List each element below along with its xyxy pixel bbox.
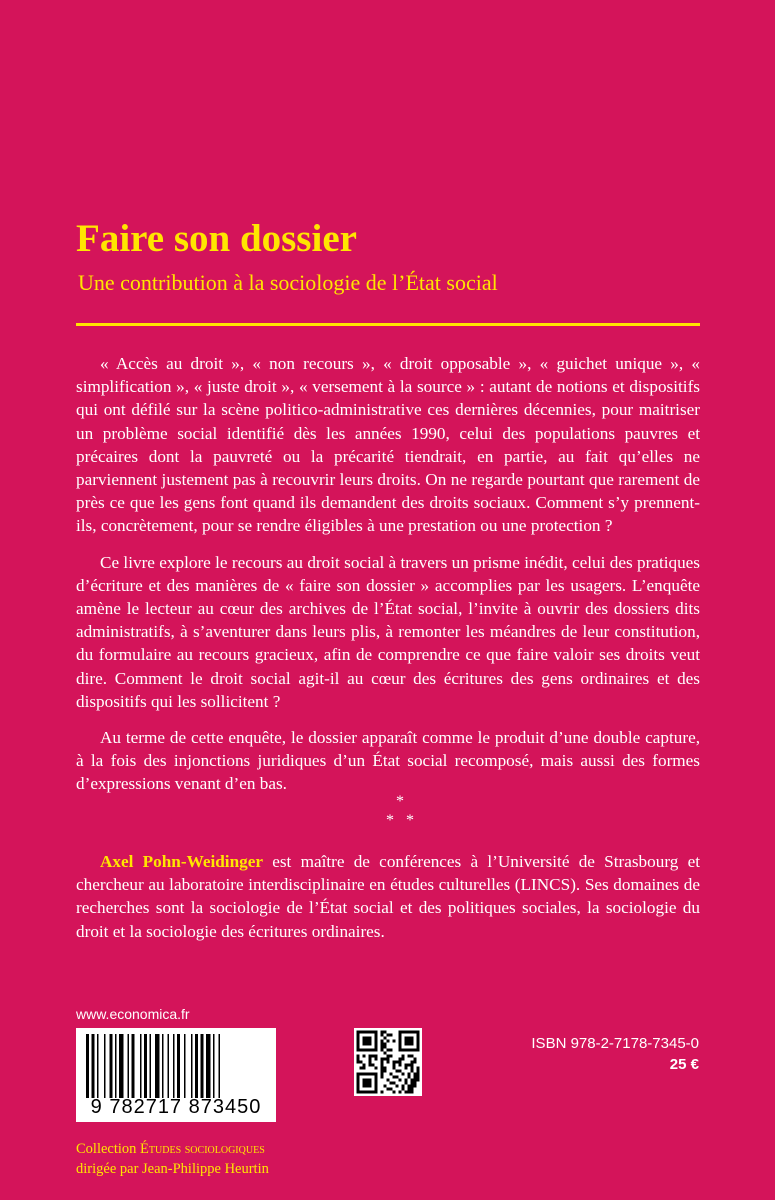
barcode-bar [155,1034,160,1098]
qr-module [363,1091,366,1094]
qr-module [414,1061,417,1064]
qr-module [408,1073,411,1076]
qr-module [369,1055,372,1058]
book-title: Faire son dossier [76,217,357,260]
qr-module [393,1067,396,1070]
qr-module [375,1037,378,1040]
qr-module [357,1091,360,1094]
qr-module [417,1049,420,1052]
qr-module [399,1061,402,1064]
qr-module [399,1079,402,1082]
qr-module [384,1037,387,1040]
qr-module [375,1088,378,1091]
barcode-bar [219,1034,221,1098]
qr-module [408,1055,411,1058]
qr-module [390,1082,393,1085]
barcode-bar [92,1034,95,1098]
qr-module [414,1082,417,1085]
qr-module [363,1040,366,1043]
qr-module [405,1043,408,1046]
barcode-bar [206,1034,211,1098]
qr-module [408,1040,411,1043]
qr-module [381,1040,384,1043]
collection-name: Études sociologiques [140,1141,265,1157]
qr-module [381,1058,384,1061]
qr-module [402,1055,405,1058]
barcode-bar [184,1034,186,1098]
qr-module [411,1082,414,1085]
qr-module [369,1091,372,1094]
qr-module [384,1043,387,1046]
isbn-block [531,1033,699,1075]
qr-module [399,1049,402,1052]
qr-module [417,1034,420,1037]
qr-module [417,1046,420,1049]
qr-module [375,1040,378,1043]
barcode-bar [191,1034,193,1098]
qr-module [366,1091,369,1094]
barcode-bar [195,1034,198,1098]
qr-module [381,1043,384,1046]
qr-module [375,1082,378,1085]
qr-module [396,1085,399,1088]
qr-module [408,1031,411,1034]
qr-module [375,1067,378,1070]
qr-module [363,1085,366,1088]
blurb-paragraph: Ce livre explore le recours au droit social à travers un prisme inédit, celui des pratiques d’écriture et des manières de « faire son dossier » accomplies par les usagers. L’enquête amène le lecteur au cœur des archives de l’État social, l’invite à ouvrir des dossiers dits administratifs, à s’aventurer dans leurs plis, à remonter les méandres de leur constitution, du formulaire au recours gracieux, afin de comprendre ce que faire valoir ses droits veut dire. Comment le droit social agit-il au cœur des écritures des gens ordinaires et des dispositifs qui les sollicitent ? [76,552,700,711]
qr-module [417,1079,420,1082]
qr-module [357,1061,360,1064]
barcode-bar [173,1034,175,1098]
author-bio-text: est maître de conférences à l’Université de Strasbourg et chercheur au laboratoire interdisciplinaire en études culturelles (LINCS). Ses domaines de recherches sont la sociologie de l’État social et des politiques sociales, la sociologie du droit et la sociologie des écritures ordinaires. [76,852,700,941]
qr-module [375,1031,378,1034]
qr-module [360,1091,363,1094]
qr-module [375,1049,378,1052]
qr-module [393,1061,396,1064]
qr-code [354,1028,422,1096]
qr-module [357,1040,360,1043]
qr-module [357,1037,360,1040]
qr-module [390,1055,393,1058]
qr-module [387,1058,390,1061]
qr-module [414,1049,417,1052]
qr-module [411,1064,414,1067]
qr-module [384,1085,387,1088]
qr-module [402,1088,405,1091]
qr-module [369,1082,372,1085]
qr-module [363,1067,366,1070]
qr-module [411,1055,414,1058]
title-divider [76,323,700,326]
separator-stars-bottom: * * [386,812,414,829]
qr-module [393,1091,396,1094]
barcode-bar [168,1034,170,1098]
blurb-paragraph: « Accès au droit », « non recours », « droit opposable », « guichet unique », « simplification », « juste droit », « versement à la source » : autant de notions et dispositifs qui ont défilé sur la scène politico-administrative ces dernières décennies, pour maitriser un problème social identifié dès les années 1990, celui des populations pauvres et précaires dont la pauvreté ou la précarité tiendrait, en partie, au fait qu’elles ne parviennent justement pas à recouvrir leurs droits. On ne regarde pourtant que rarement de près ce que les gens font quand ils demandent des droits sociaux. Comment s’y prennent-ils, concrètement, pour se rendre éligibles à une prestation ou une protection ? [76,354,700,536]
qr-module [381,1064,384,1067]
qr-module [405,1091,408,1094]
qr-module [402,1073,405,1076]
author-name: Axel Pohn-Weidinger [100,852,263,871]
qr-module [357,1088,360,1091]
qr-module [417,1031,420,1034]
blurb-paragraph: Au terme de cette enquête, le dossier apparaît comme le produit d’une double capture, à la fois des injonctions juridiques d’un État social recomposé, mais aussi des formes d’expressions venant d’en bas. [76,728,700,794]
qr-module [357,1046,360,1049]
qr-module [369,1031,372,1034]
qr-module [411,1031,414,1034]
author-bio [76,850,700,943]
qr-module [360,1031,363,1034]
barcode-bar [128,1034,130,1098]
qr-module [390,1073,393,1076]
qr-module [396,1061,399,1064]
qr-module [417,1073,420,1076]
qr-module [408,1049,411,1052]
qr-module [384,1031,387,1034]
qr-module [366,1073,369,1076]
qr-module [369,1040,372,1043]
qr-module [414,1031,417,1034]
qr-module [369,1049,372,1052]
barcode-bar [213,1034,215,1098]
qr-module [381,1073,384,1076]
qr-module [417,1040,420,1043]
qr-module [408,1064,411,1067]
qr-module [405,1064,408,1067]
qr-module [375,1076,378,1079]
qr-module [357,1085,360,1088]
qr-module [384,1058,387,1061]
qr-module [387,1049,390,1052]
qr-module [399,1046,402,1049]
qr-module [402,1031,405,1034]
qr-module [363,1064,366,1067]
qr-module [414,1085,417,1088]
qr-module [369,1085,372,1088]
qr-module [360,1067,363,1070]
qr-module [408,1088,411,1091]
qr-module [381,1067,384,1070]
qr-module [363,1055,366,1058]
barcode-bar [132,1034,135,1098]
qr-module [390,1088,393,1091]
blurb [76,352,700,809]
qr-module [384,1046,387,1049]
qr-module [411,1040,414,1043]
qr-module [405,1031,408,1034]
book-subtitle: Une contribution à la sociologie de l’État social [78,270,498,295]
qr-module [372,1049,375,1052]
qr-module [411,1085,414,1088]
qr-module [366,1082,369,1085]
qr-module [399,1058,402,1061]
barcode-bar [104,1034,106,1098]
qr-module [393,1076,396,1079]
qr-module [414,1073,417,1076]
qr-module [381,1046,384,1049]
qr-module [369,1058,372,1061]
qr-module [363,1043,366,1046]
qr-module [363,1037,366,1040]
qr-module [363,1049,366,1052]
qr-module [405,1037,408,1040]
qr-module [366,1031,369,1034]
qr-module [372,1073,375,1076]
qr-module [381,1076,384,1079]
qr-module [414,1058,417,1061]
qr-module [381,1031,384,1034]
qr-module [417,1067,420,1070]
publisher-website: www.economica.fr [76,1006,190,1022]
qr-module [363,1031,366,1034]
qr-module [375,1091,378,1094]
barcode [76,1028,276,1122]
qr-module [357,1079,360,1082]
qr-module [411,1061,414,1064]
qr-module [405,1079,408,1082]
section-separator [370,792,430,830]
qr-module [414,1079,417,1082]
qr-module [408,1085,411,1088]
collection-director: dirigée par Jean-Philippe Heurtin [76,1161,269,1177]
qr-module [363,1073,366,1076]
qr-module [366,1037,369,1040]
barcode-bar [150,1034,152,1098]
qr-module [396,1070,399,1073]
qr-module [399,1064,402,1067]
qr-module [366,1043,369,1046]
barcode-bar [97,1034,99,1098]
qr-module [399,1031,402,1034]
qr-module [393,1064,396,1067]
qr-module [396,1076,399,1079]
qr-module [375,1079,378,1082]
qr-module [372,1031,375,1034]
barcode-bar [110,1034,113,1098]
qr-module [399,1040,402,1043]
qr-module [360,1061,363,1064]
qr-module [369,1037,372,1040]
qr-module [402,1085,405,1088]
qr-module [405,1049,408,1052]
qr-module [372,1055,375,1058]
barcode-bars [86,1034,266,1098]
qr-module [381,1061,384,1064]
qr-module [411,1049,414,1052]
qr-module [366,1085,369,1088]
qr-module [387,1055,390,1058]
qr-module [375,1034,378,1037]
qr-module [369,1043,372,1046]
qr-module [414,1076,417,1079]
barcode-bar [177,1034,180,1098]
qr-module [393,1040,396,1043]
qr-code-pattern [354,1028,422,1096]
qr-module [381,1070,384,1073]
qr-module [393,1082,396,1085]
qr-module [411,1067,414,1070]
qr-module [411,1088,414,1091]
qr-module [369,1061,372,1064]
qr-module [363,1079,366,1082]
qr-module [399,1043,402,1046]
qr-module [381,1049,384,1052]
qr-module [399,1034,402,1037]
qr-module [417,1043,420,1046]
qr-module [372,1064,375,1067]
qr-module [357,1031,360,1034]
qr-module [357,1073,360,1076]
qr-module [408,1037,411,1040]
qr-module [402,1049,405,1052]
qr-module [405,1082,408,1085]
barcode-bar [86,1034,89,1098]
qr-module [375,1085,378,1088]
qr-module [387,1061,390,1064]
qr-module [357,1043,360,1046]
qr-module [375,1058,378,1061]
qr-module [417,1037,420,1040]
barcode-digits: 9 782717 873450 [90,1096,262,1118]
qr-module [408,1043,411,1046]
qr-module [387,1034,390,1037]
qr-module [411,1079,414,1082]
qr-module [411,1091,414,1094]
barcode-bar [140,1034,142,1098]
qr-module [375,1046,378,1049]
qr-module [363,1082,366,1085]
qr-module [360,1049,363,1052]
qr-module [366,1049,369,1052]
qr-module [360,1073,363,1076]
collection-info [76,1139,269,1179]
qr-module [384,1067,387,1070]
price: 25 € [669,1056,699,1073]
qr-module [372,1091,375,1094]
qr-module [366,1079,369,1082]
qr-module [417,1070,420,1073]
qr-module [387,1079,390,1082]
qr-module [369,1073,372,1076]
qr-module [387,1040,390,1043]
qr-module [369,1064,372,1067]
qr-module [384,1070,387,1073]
qr-module [381,1091,384,1094]
qr-module [375,1043,378,1046]
qr-module [357,1034,360,1037]
qr-module [408,1076,411,1079]
qr-module [399,1091,402,1094]
qr-module [405,1067,408,1070]
barcode-bar [144,1034,147,1098]
collection-prefix: Collection [76,1141,141,1157]
qr-module [357,1058,360,1061]
barcode-bar [201,1034,204,1098]
barcode-bar [115,1034,117,1098]
qr-module [375,1055,378,1058]
qr-module [399,1070,402,1073]
qr-module [369,1079,372,1082]
qr-module [366,1040,369,1043]
qr-module [417,1076,420,1079]
qr-module [390,1049,393,1052]
separator-star-top: * [396,793,404,810]
qr-module [357,1082,360,1085]
qr-module [399,1037,402,1040]
qr-module [408,1091,411,1094]
barcode-bar [162,1034,164,1098]
barcode-bar [119,1034,124,1098]
qr-module [381,1034,384,1037]
qr-module [357,1076,360,1079]
qr-module [402,1058,405,1061]
qr-module [375,1073,378,1076]
qr-module [411,1070,414,1073]
qr-module [411,1037,414,1040]
qr-module [357,1055,360,1058]
qr-module [384,1052,387,1055]
qr-module [387,1088,390,1091]
qr-module [357,1049,360,1052]
isbn-number: ISBN 978-2-7178-7345-0 [531,1035,699,1052]
qr-module [390,1034,393,1037]
qr-module [411,1043,414,1046]
qr-module [405,1040,408,1043]
